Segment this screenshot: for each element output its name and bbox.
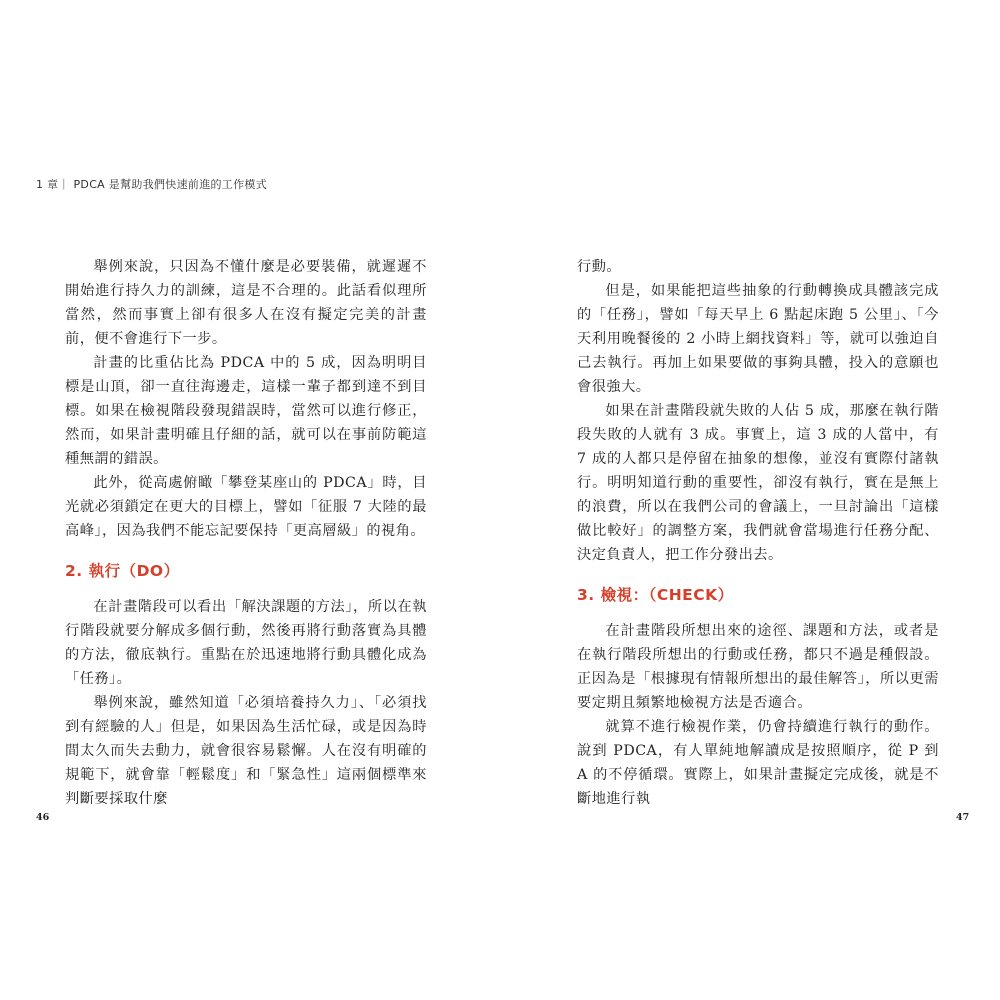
section-heading-do: 2. 執行（DO） (65, 562, 180, 580)
paragraph: 在計畫階段可以看出「解決課題的方法」，所以在執行階段就要分解成多個行動，然後再將行動落實為具體的方法，徹底執行。重點在於迅速地將行動具體化成為「任務」。 (65, 599, 427, 687)
paragraph: 如果在計畫階段就失敗的人佔 5 成，那麼在執行階段失敗的人就有 3 成。事實上，這 3 成的人當中，有 7 成的人都只是停留在抽象的想像，並沒有實際付諸執行。明明知道行動的重要性，卻沒有執行，實在是無上的浪費，所以在我們公司的會議上，一旦討論出「這樣做比較好」的調整方案，我們就會當場進行任務分配、決定負責人，把工作分發出去。 (577, 403, 939, 563)
left-page-body (65, 255, 427, 811)
section-heading-check: 3. 檢視：（CHECK） (577, 586, 734, 604)
paragraph: 計畫的比重佔比為 PDCA 中的 5 成，因為明明目標是山頂，卻一直往海邊走，這樣一輩子都到達不到目標。如果在檢視階段發現錯誤時，當然可以進行修正，然而，如果計畫明確且仔細的話，就可以在事前防範這種無謂的錯誤。 (65, 355, 427, 467)
paragraph: 在計畫階段所想出來的途徑、課題和方法，或者是在執行階段所想出的行動或任務，都只不過是種假設。正因為是「根據現有情報所想出的最佳解答」，所以更需要定期且頻繁地檢視方法是否適合。 (577, 623, 939, 711)
paragraph: 舉例來說，雖然知道「必須培養持久力」、「必須找到有經驗的人」但是，如果因為生活忙碌，或是因為時間太久而失去動力，就會很容易鬆懈。人在沒有明確的規範下，就會靠「輕鬆度」和「緊急性」這兩個標準來判斷要採取什麼 (65, 695, 427, 807)
right-page-body (577, 255, 939, 811)
page-number-left: 46 (36, 812, 50, 823)
paragraph: 此外，從高處俯瞰「攀登某座山的 PDCA」時，目光就必須鎖定在更大的目標上，譬如「征服 7 大陸的最高峰」，因為我們不能忘記要保持「更高層級」的視角。 (65, 475, 427, 539)
paragraph: 行動。 (577, 259, 622, 275)
page-number-right: 47 (956, 812, 970, 823)
paragraph: 但是，如果能把這些抽象的行動轉換成具體該完成的「任務」，譬如「每天早上 6 點起床跑 5 公里」、「今天利用晚餐後的 2 小時上網找資料」等，就可以強迫自己去執行。再加上如果要做的事夠具體，投入的意願也會很強大。 (577, 283, 939, 395)
paragraph: 就算不進行檢視作業，仍會持續進行執行的動作。說到 PDCA，有人單純地解讀成是按照順序，從 P 到 A 的不停循環。實際上，如果計畫擬定完成後，就是不斷地進行執 (577, 719, 939, 807)
paragraph: 舉例來說，只因為不懂什麼是必要裝備，就遲遲不開始進行持久力的訓練，這是不合理的。此話看似理所當然，然而事實上卻有很多人在沒有擬定完美的計畫前，便不會進行下一步。 (65, 259, 427, 347)
running-header: 1 章｜ PDCA 是幫助我們快速前進的工作模式 (36, 178, 267, 191)
